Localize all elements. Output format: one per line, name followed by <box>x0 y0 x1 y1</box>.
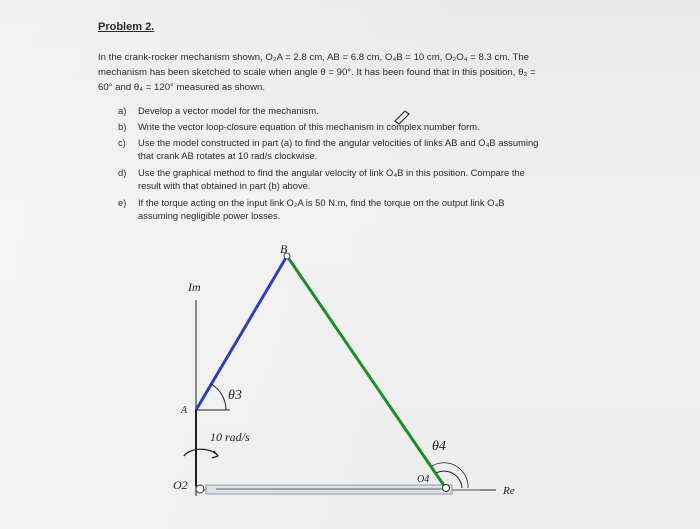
label-angular-velocity: 10 rad/s <box>210 430 250 444</box>
label-o2: O2 <box>173 478 188 492</box>
label-im: Im <box>188 280 201 294</box>
question-marker: e) <box>118 197 127 208</box>
question-marker: b) <box>118 121 127 132</box>
pivot-o4 <box>443 485 450 492</box>
rocker-link-o4b <box>287 256 445 487</box>
label-re: Re <box>503 485 515 497</box>
question-text: result with that obtained in part (b) above. <box>138 179 311 191</box>
question-marker: c) <box>118 137 126 148</box>
question-marker: d) <box>118 167 127 178</box>
question-text: If the torque acting on the input link O₂A is 50 N.m, find the torque on the output link O₄B <box>138 197 505 208</box>
label-b: B <box>280 242 288 256</box>
statement-line: 60° and θ₄ = 120° measured as shown. <box>98 82 266 93</box>
pivot-o2 <box>196 485 204 493</box>
angular-velocity-arc <box>184 449 218 456</box>
coupler-link-ab <box>196 256 287 410</box>
question-text: Write the vector loop-closure equation of this mechanism in complex number form. <box>138 121 480 132</box>
label-o4: O4 <box>417 474 430 485</box>
label-theta3: θ3 <box>228 388 242 403</box>
question-text: Use the graphical method to find the angular velocity of link O₄B in this position. Compare the <box>138 167 525 178</box>
label-theta4: θ4 <box>432 439 446 454</box>
question-marker: a) <box>118 105 127 116</box>
statement-line: mechanism has been sketched to scale when angle θ = 90°. It has been found that in this position, θ₃ = <box>98 67 536 78</box>
question-text: Develop a vector model for the mechanism. <box>138 105 319 116</box>
theta3-arc <box>211 384 226 410</box>
question-text: that crank AB rotates at 10 rad/s clockwise. <box>138 149 318 161</box>
question-text: assuming negligible power losses. <box>138 209 281 221</box>
label-a: A <box>181 405 188 416</box>
question-text: Use the model constructed in part (a) to find the angular velocities of links AB and O₄B assuming <box>138 137 539 148</box>
problem-title: Problem 2. <box>98 21 155 33</box>
statement-line: In the crank-rocker mechanism shown, O₂A = 2.8 cm, AB = 6.8 cm, O₄B = 10 cm, O₂O₄ = 8.3 cm. The <box>98 52 530 63</box>
